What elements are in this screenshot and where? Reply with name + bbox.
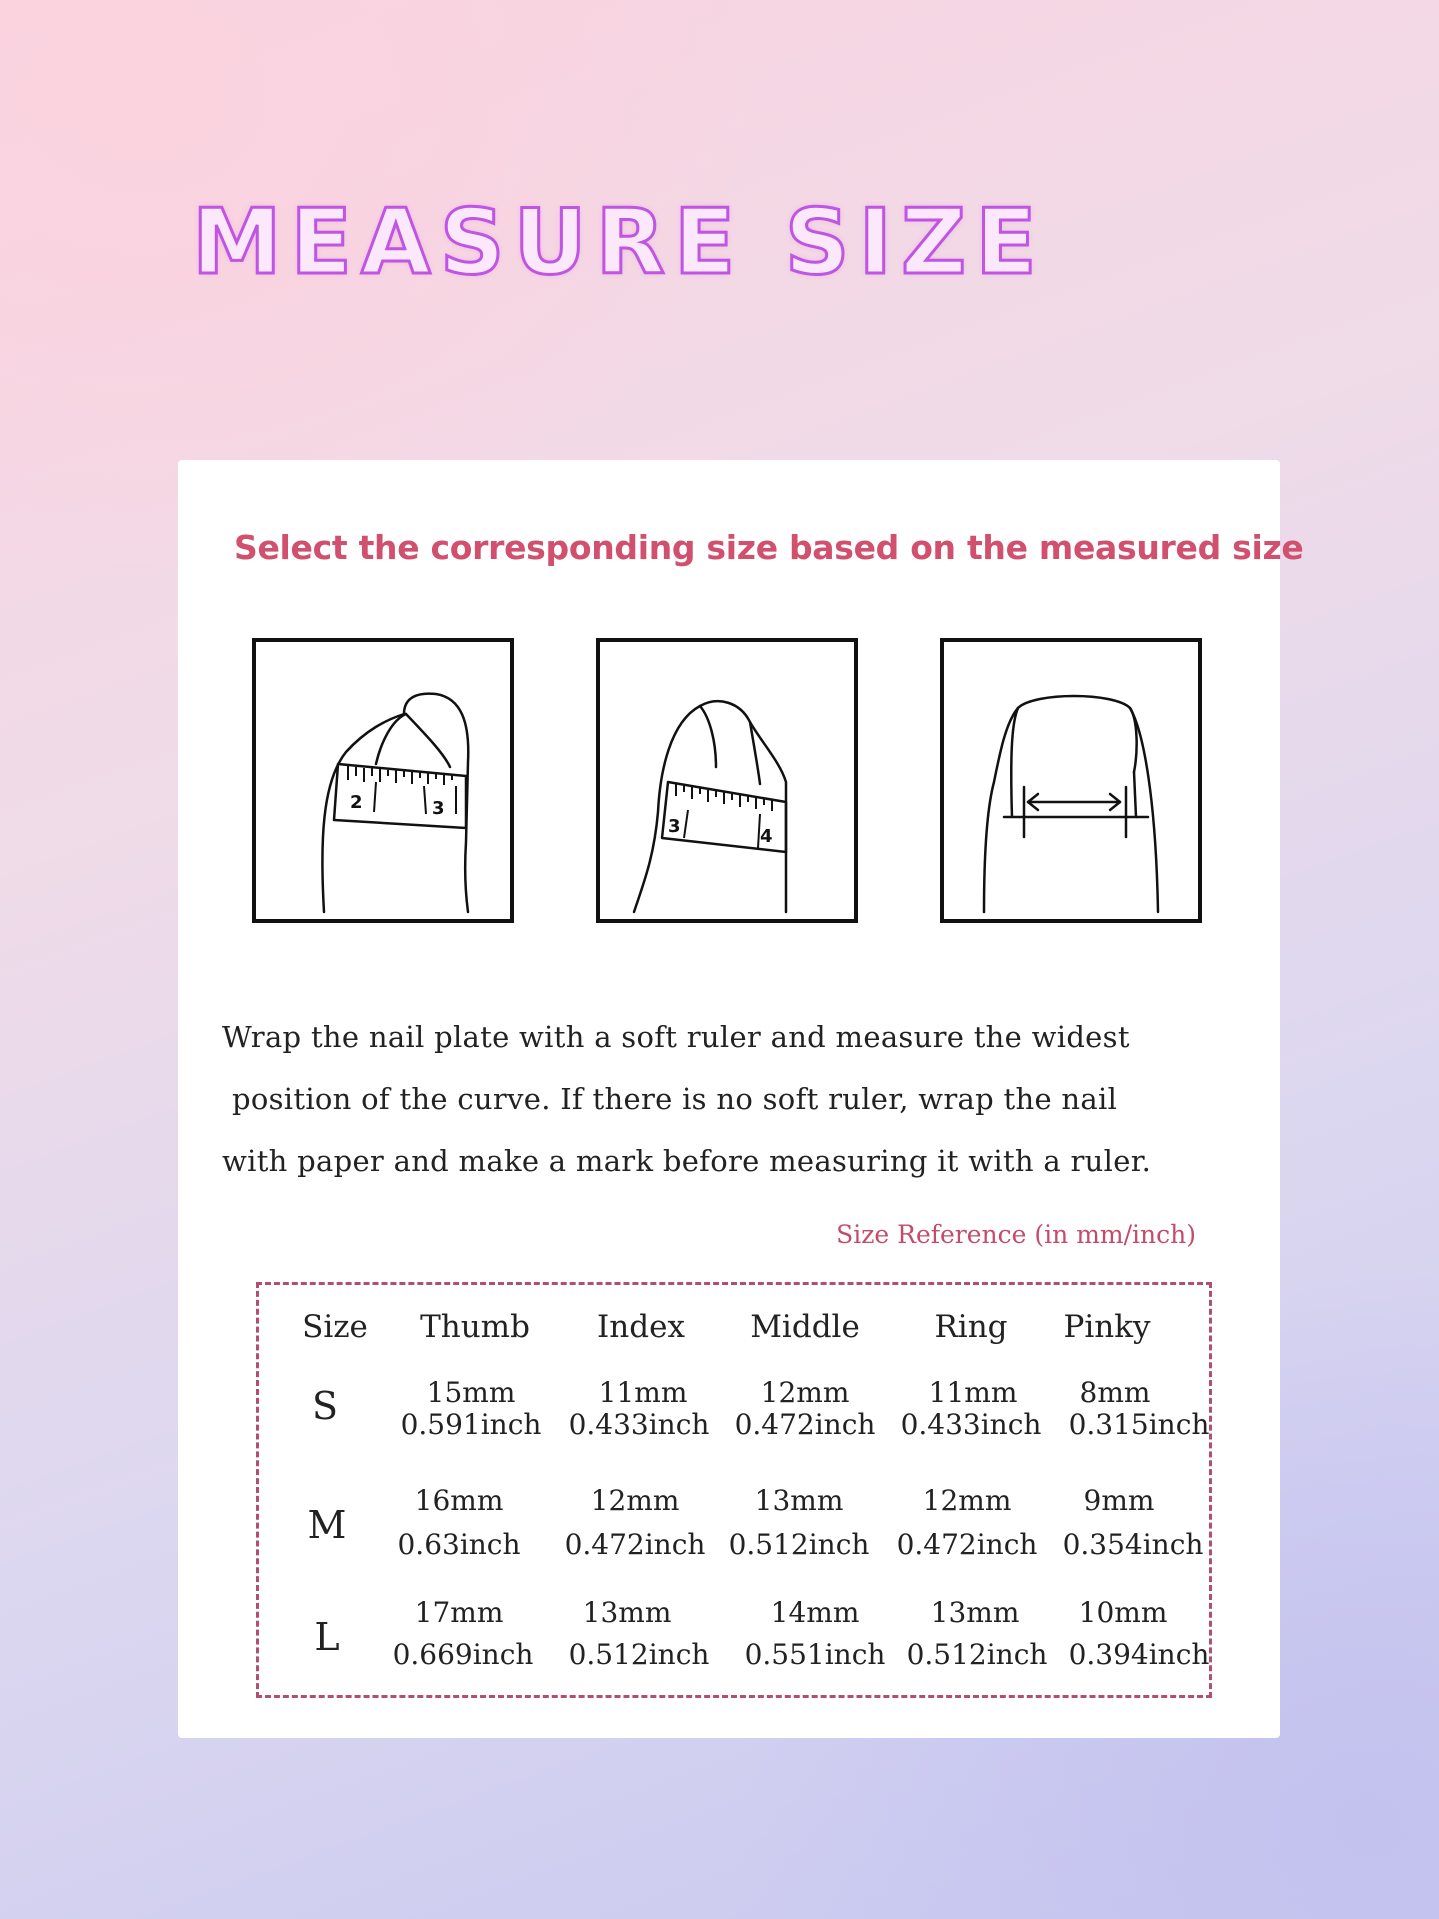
instruction-line: position of the curve. If there is no soft ruler, wrap the nail [232,1082,1118,1116]
ruler-mark: 4 [760,826,773,847]
table-cell-mm: 12mm [922,1484,1012,1517]
table-cell-mm: 11mm [928,1376,1018,1409]
table-cell-mm: 10mm [1078,1596,1168,1629]
table-cell-inch: 0.551inch [744,1638,886,1671]
table-cell-inch: 0.669inch [392,1638,534,1671]
table-cell-inch: 0.472inch [564,1528,706,1561]
table-cell-inch: 0.512inch [906,1638,1048,1671]
table-cell-inch: 0.354inch [1062,1528,1204,1561]
table-cell-mm: 12mm [590,1484,680,1517]
size-guide-card [178,460,1304,1738]
table-cell-mm: 11mm [598,1376,688,1409]
table-cell-mm: 12mm [760,1376,850,1409]
table-cell-mm: 17mm [414,1596,504,1629]
table-header: Index [597,1309,685,1345]
finger-ruler-side-illustration [600,642,854,919]
table-cell-inch: 0.512inch [728,1528,870,1561]
size-reference-label: Size Reference (in mm/inch) [836,1220,1196,1249]
table-cell-inch: 0.433inch [900,1408,1042,1441]
table-cell-inch: 0.472inch [734,1408,876,1441]
table-cell-mm: 8mm [1079,1376,1151,1409]
table-cell-inch: 0.315inch [1068,1408,1210,1441]
ruler-mark: 2 [350,792,363,813]
row-size-label: L [314,1615,340,1659]
instruction-line: Wrap the nail plate with a soft ruler and measure the widest [222,1020,1130,1054]
table-cell-mm: 13mm [582,1596,672,1629]
table-cell-inch: 0.512inch [568,1638,710,1671]
instruction-line: with paper and make a mark before measuring it with a ruler. [222,1144,1152,1178]
table-header: Pinky [1063,1309,1151,1345]
page-title: MEASURE SIZE [192,190,1046,295]
row-size-label: S [311,1384,339,1428]
nail-width-illustration [944,642,1198,919]
table-header: Size [302,1309,368,1345]
table-cell-mm: 13mm [930,1596,1020,1629]
table-cell-mm: 13mm [754,1484,844,1517]
row-size-label: M [307,1503,347,1547]
ruler-mark: 3 [432,798,445,819]
table-cell-inch: 0.472inch [896,1528,1038,1561]
card-subtitle: Select the corresponding size based on the measured size [234,528,1304,567]
table-cell-mm: 16mm [414,1484,504,1517]
size-table [256,1282,1212,1698]
finger-ruler-front-illustration [256,642,510,919]
ruler-mark: 3 [668,816,681,837]
table-cell-mm: 14mm [770,1596,860,1629]
table-header: Middle [750,1309,860,1345]
diagram-nail-width [940,638,1202,923]
table-cell-mm: 9mm [1083,1484,1155,1517]
table-cell-mm: 15mm [426,1376,516,1409]
measurement-instructions [222,1006,1222,1192]
diagram-ruler-wrap-side [596,638,858,923]
table-cell-inch: 0.63inch [397,1528,521,1561]
table-cell-inch: 0.591inch [400,1408,542,1441]
diagram-ruler-wrap-front [252,638,514,923]
table-cell-inch: 0.394inch [1068,1638,1210,1671]
table-header: Thumb [420,1309,530,1345]
table-header: Ring [934,1309,1008,1345]
table-cell-inch: 0.433inch [568,1408,710,1441]
